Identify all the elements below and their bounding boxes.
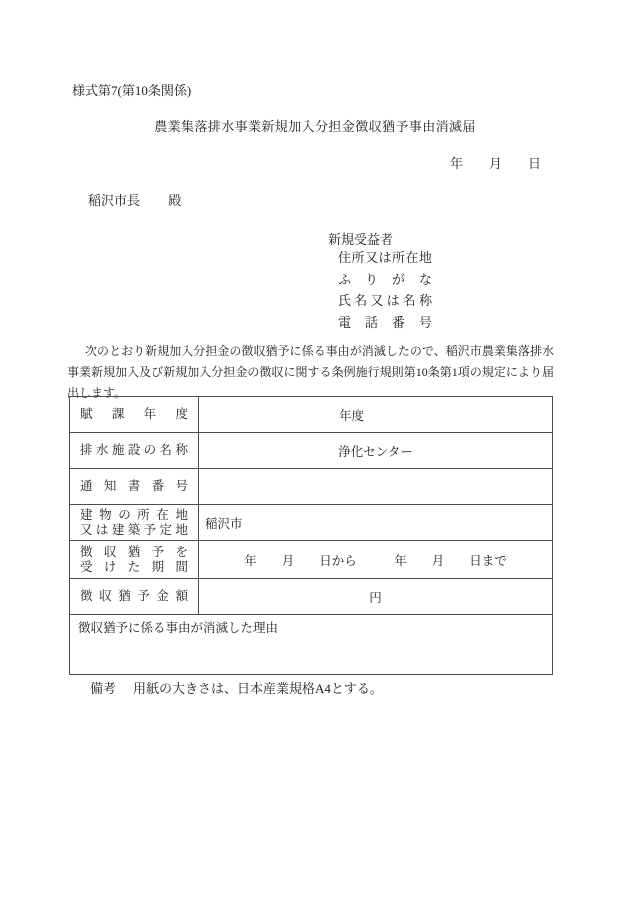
deferment-amount-label-cell: 徴 収 猶 予 金 額 bbox=[70, 579, 199, 615]
deferment-period-label-cell: 徴 収 猶 予 を 受 け た 期 間 bbox=[70, 541, 199, 579]
form-code: 様式第7(第10条関係) bbox=[72, 83, 192, 98]
notice-number-label-cell: 通 知 書 番 号 bbox=[70, 469, 199, 505]
extinguishment-reason-cell: 徴収猶予に係る事由が消滅した理由 bbox=[70, 615, 553, 675]
addressee-name: 稲沢市長 bbox=[88, 193, 141, 208]
row-facility-name bbox=[70, 433, 553, 469]
building-location-value-cell: 稲沢市 bbox=[199, 505, 553, 541]
levy-deferment-table bbox=[69, 396, 553, 675]
field-name-label: 氏 名 又 は 名 称 bbox=[338, 293, 432, 308]
addressee-honorific: 殿 bbox=[168, 193, 182, 208]
fiscal-year-label-cell: 賦 課 年 度 bbox=[70, 397, 199, 433]
beneficiary-fields bbox=[338, 250, 432, 336]
facility-name-value-cell: 浄化センター bbox=[199, 433, 553, 469]
facility-name-label-cell: 排 水 施 設 の 名 称 bbox=[70, 433, 199, 469]
remarks-label: 備考 bbox=[90, 681, 117, 696]
notice-number-value-cell bbox=[199, 469, 553, 505]
deferment-amount-value-cell: 円 bbox=[199, 579, 553, 615]
row-extinguishment-reason bbox=[70, 615, 553, 675]
field-address-label: 住 所 又 は 所 在 地 bbox=[338, 250, 432, 265]
row-notice-number bbox=[70, 469, 553, 505]
body-paragraph: 次のとおり新規加入分担金の徴収猶予に係る事由が消滅したので、稲沢市農業集落排水事業新規加入及び新規加入分担金の徴収に関する条例施行規則第10条第1項の規定により届出します。 bbox=[67, 344, 554, 400]
field-furigana-label: ふ り が な bbox=[338, 271, 432, 287]
row-deferment-amount bbox=[70, 579, 553, 615]
remarks-text: 用紙の大きさは、日本産業規格A4とする。 bbox=[133, 681, 383, 696]
building-location-label-cell: 建 物 の 所 在 地 又 は 建 築 予 定 地 bbox=[70, 505, 199, 541]
row-building-location bbox=[70, 505, 553, 541]
document-title: 農業集落排水事業新規加入分担金徴収猶予事由消滅届 bbox=[154, 119, 476, 134]
row-deferment-period bbox=[70, 541, 553, 579]
field-phone-label: 電 話 番 号 bbox=[338, 314, 432, 330]
fiscal-year-value-cell: 年度 bbox=[199, 397, 553, 433]
date-line: 年 月 日 bbox=[449, 156, 541, 171]
deferment-period-value-cell: 年 月 日から 年 月 日まで bbox=[199, 541, 553, 579]
beneficiary-heading: 新規受益者 bbox=[328, 232, 394, 247]
remarks-note bbox=[90, 678, 383, 697]
row-fiscal-year bbox=[70, 397, 553, 433]
addressee-line bbox=[88, 190, 181, 209]
